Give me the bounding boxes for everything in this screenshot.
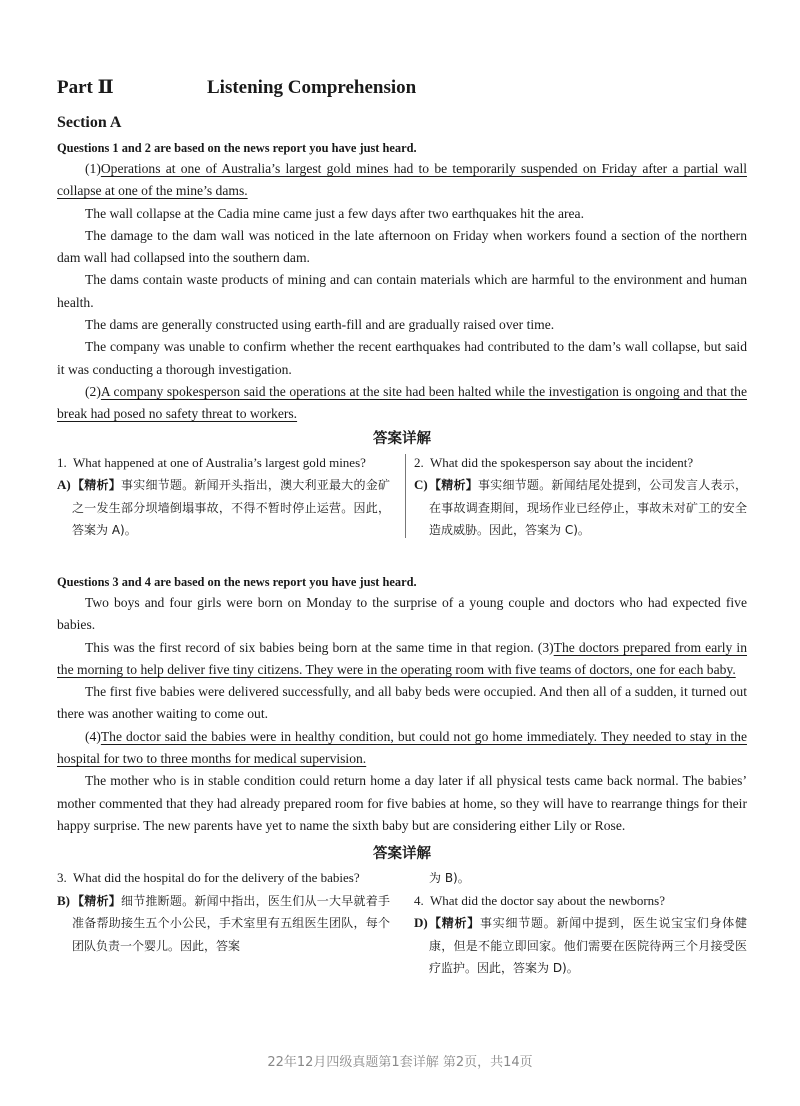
answer-letter: D) <box>414 915 428 931</box>
analysis-tag: 【精析】 <box>429 916 480 931</box>
question-marker-4: (4) <box>85 728 101 744</box>
answer-letter: A) <box>57 477 71 493</box>
analysis-tag: 【精析】 <box>72 478 121 493</box>
question-1 <box>57 452 390 475</box>
question-text: What did the spokesperson say about the incident? <box>430 454 694 470</box>
news-report-2 <box>57 572 747 980</box>
question-number: 3. <box>57 870 67 886</box>
answer-column-q4 <box>400 867 747 980</box>
answer-letter: B) <box>57 892 70 908</box>
report1-paragraph-1 <box>57 158 747 203</box>
question-text: What did the doctor say about the newborns? <box>430 892 666 908</box>
question-4 <box>414 890 747 913</box>
answer-column-q1 <box>57 452 400 542</box>
page-footer: 22年12月四级真题第1套详解 第2页，共14页 <box>267 1055 533 1070</box>
question-number: 4. <box>414 892 424 908</box>
part-heading <box>57 76 416 99</box>
column-divider <box>405 454 406 538</box>
report1-paragraph-3: The damage to the dam wall was noticed in the late afternoon on Friday when workers found a section of the northern dam wall had collapsed into the southern dam. <box>57 227 747 266</box>
analysis-text: 事实细节题。新闻结尾处提到，公司发言人表示，在事故调查期间，现场作业已经停止，事故未对矿工的安全造成威胁。因此，答案为 C)。 <box>429 478 747 538</box>
analysis-text: 事实细节题。新闻开头指出，澳大利亚最大的金矿之一发生部分坝墙倒塌事故，不得不暂时停止运营。因此，答案为 A)。 <box>72 478 390 538</box>
report2-paragraph-1: Two boys and four girls were born on Monday to the surprise of a young couple and doctors who had expected five babies. <box>57 595 747 633</box>
analysis-tag: 【精析】 <box>429 478 478 493</box>
question-marker-1: (1) <box>85 161 101 176</box>
analysis-text: 细节推断题。新闻中指出，医生们从一大早就着手准备帮助接生五个小公民，手术室里有五组医生团队，每个团队负责一个婴儿。因此，答案 <box>72 893 390 953</box>
answer-1 <box>57 474 390 542</box>
question-number: 1. <box>57 454 67 470</box>
report1-paragraph-2: The wall collapse at the Cadia mine came just a few days after two earthquakes hit the area. <box>85 205 584 221</box>
underlined-answer-text-1: Operations at one of Australia’s largest gold mines had to be temporarily suspended on Friday after a partial wall collapse at one of the mine’s dams. <box>57 161 747 199</box>
question-text: What happened at one of Australia’s largest gold mines? <box>73 454 366 470</box>
answer-4 <box>414 912 747 980</box>
underlined-answer-text-4: The doctor said the babies were in healthy condition, but could not go home immediately. They needed to stay in the hospital for two to three months for medical supervision. <box>57 728 747 767</box>
report1-paragraph-7 <box>57 381 747 426</box>
questions-1-2-heading: Questions 1 and 2 are based on the news report you have just heard. <box>57 141 417 155</box>
answer-columns-2 <box>57 867 747 980</box>
question-number: 2. <box>414 454 424 470</box>
section-title: Section A <box>57 114 122 131</box>
answer-column-q2 <box>400 452 747 542</box>
question-2 <box>414 452 747 475</box>
report1-paragraph-5: The dams are generally constructed using earth-fill and are gradually raised over time. <box>85 317 555 333</box>
report1-paragraph-6: The company was unable to confirm whether the recent earthquakes had contributed to the dam’s wall collapse, but said it was conducting a thorough investigation. <box>57 339 747 377</box>
underlined-answer-text-3: The doctors prepared from early in the morning to help deliver five tiny citizens. They were in the operating room with five teams of doctors, one for each baby. <box>57 639 747 677</box>
question-text: What did the hospital do for the delivery of the babies? <box>73 870 360 886</box>
answer-3-continuation: 为 B)。 <box>429 871 470 886</box>
answer-explanation-title-2: 答案详解 <box>373 846 431 863</box>
questions-3-4-heading: Questions 3 and 4 are based on the news report you have just heard. <box>57 575 417 589</box>
report2-paragraph-2 <box>57 637 747 682</box>
answer-3 <box>57 890 390 958</box>
answer-columns-1 <box>57 452 747 542</box>
analysis-text: 事实细节题。新闻中提到，医生说宝宝们身体健康，但是不能立即回家。他们需要在医院待两三个月接受医疗监护。因此，答案为 D)。 <box>429 916 747 976</box>
report2-paragraph-4 <box>57 726 747 771</box>
answer-column-q3 <box>57 867 400 980</box>
news-report-1 <box>57 138 747 542</box>
report2-paragraph-2-text: This was the first record of six babies being born at the same time in that region. <box>85 639 538 655</box>
report1-paragraph-4: The dams contain waste products of mining and can contain materials which are harmful to the environment and human health. <box>57 272 747 310</box>
part-label: Part Ⅱ <box>57 77 114 98</box>
part-title: Listening Comprehension <box>207 77 417 98</box>
answer-explanation-title-1: 答案详解 <box>373 430 431 447</box>
underlined-answer-text-2: A company spokesperson said the operations at the site had been halted while the investigation is ongoing and that the break had posed no safety threat to workers. <box>57 383 747 422</box>
analysis-tag: 【精析】 <box>72 893 121 908</box>
question-3 <box>57 867 390 890</box>
answer-letter: C) <box>414 477 428 493</box>
question-marker-2: (2) <box>85 383 101 399</box>
report2-paragraph-3: The first five babies were delivered successfully, and all baby beds were occupied. And then all of a sudden, it turned out there was another waiting to come out. <box>57 684 747 722</box>
question-marker-3: (3) <box>537 639 554 655</box>
report2-paragraph-5: The mother who is in stable condition could return home a day later if all physical tests came back normal. The babies’ mother commented that they had already prepared room for five babies at home, so they will have to rearrange things for their happy surprise. The new parents have yet to name the sixth baby but are considering either Lily or Rose. <box>57 773 747 833</box>
answer-2 <box>414 474 747 542</box>
